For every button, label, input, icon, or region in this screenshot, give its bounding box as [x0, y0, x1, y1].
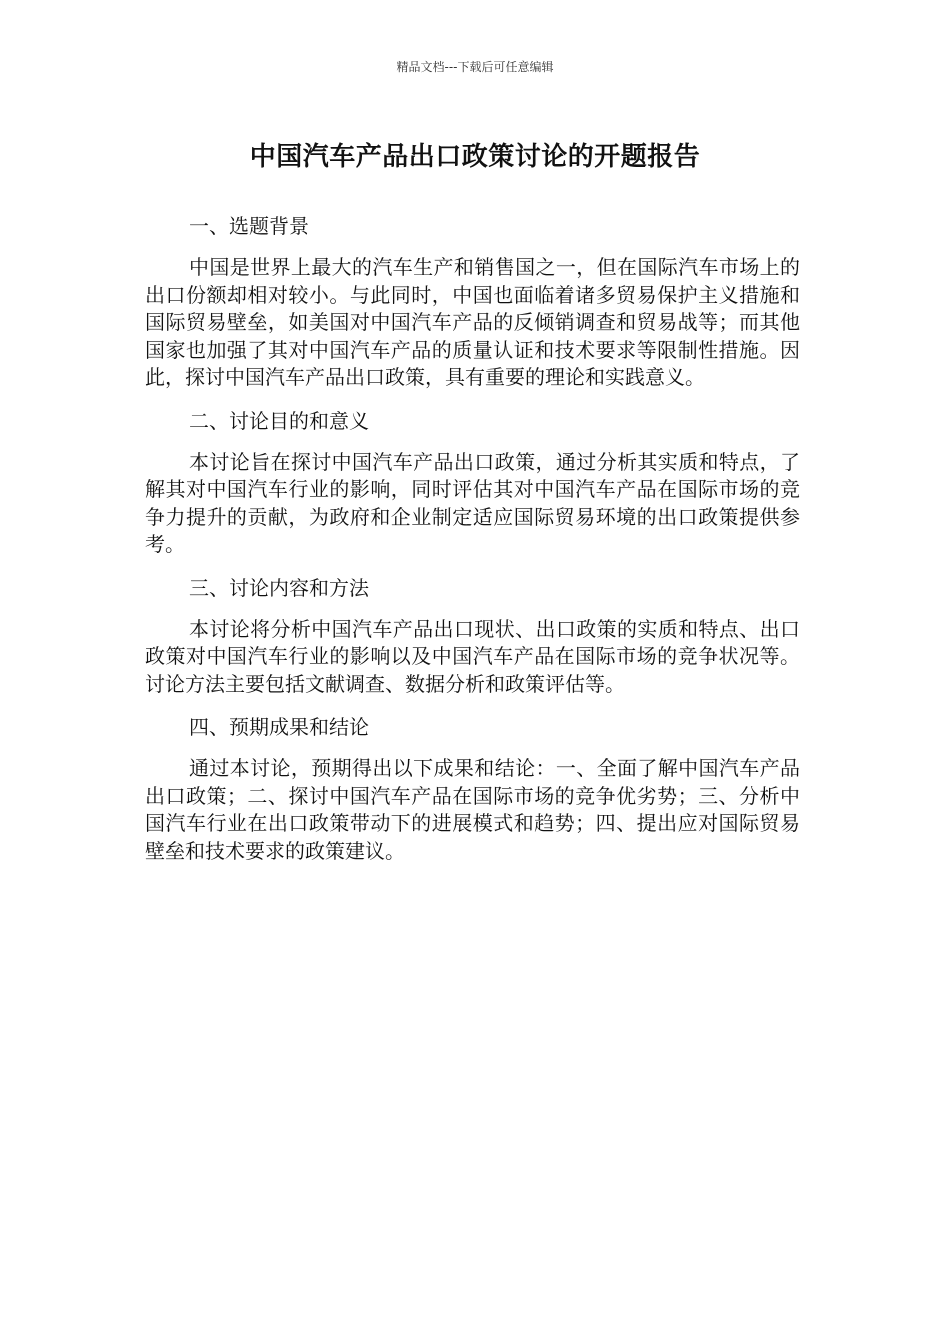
document-title: 中国汽车产品出口政策讨论的开题报告 [249, 142, 701, 172]
section-body-background: 中国是世界上最大的汽车生产和销售国之一，但在国际汽车市场上的出口份额却相对较小。与此同时，中国也面临着诸多贸易保护主义措施和国际贸易壁垒，如美国对中国汽车产品的反倾销调查和贸易战等；而其他国家也加强了其对中国汽车产品的质量认证和技术要求等限制性措施。因此，探讨中国汽车产品出口政策，具有重要的理论和实践意义。 [145, 255, 800, 389]
document-body [145, 212, 800, 880]
section-heading-content-method: 三、讨论内容和方法 [189, 575, 369, 600]
section-body-purpose: 本讨论旨在探讨中国汽车产品出口政策，通过分析其实质和特点，了解其对中国汽车行业的影响，同时评估其对中国汽车产品在国际市场的竞争力提升的贡献，为政府和企业制定适应国际贸易环境的出口政策提供参考。 [145, 449, 800, 556]
section-body-expected-results: 通过本讨论，预期得出以下成果和结论：一、全面了解中国汽车产品出口政策；二、探讨中国汽车产品在国际市场的竞争优劣势；三、分析中国汽车行业在出口政策带动下的进展模式和趋势；四、提出应对国际贸易壁垒和技术要求的政策建议。 [145, 756, 800, 863]
section-heading-background: 一、选题背景 [189, 214, 309, 238]
header-note: 精品文档---下载后可任意编辑 [396, 60, 554, 74]
section-heading-expected-results: 四、预期成果和结论 [189, 715, 369, 739]
section-heading-purpose: 二、讨论目的和意义 [189, 408, 369, 433]
section-body-content-method: 本讨论将分析中国汽车产品出口现状、出口政策的实质和特点、出口政策对中国汽车行业的影响以及中国汽车产品在国际市场的竞争状况等。讨论方法主要包括文献调查、数据分析和政策评估等。 [145, 616, 800, 696]
